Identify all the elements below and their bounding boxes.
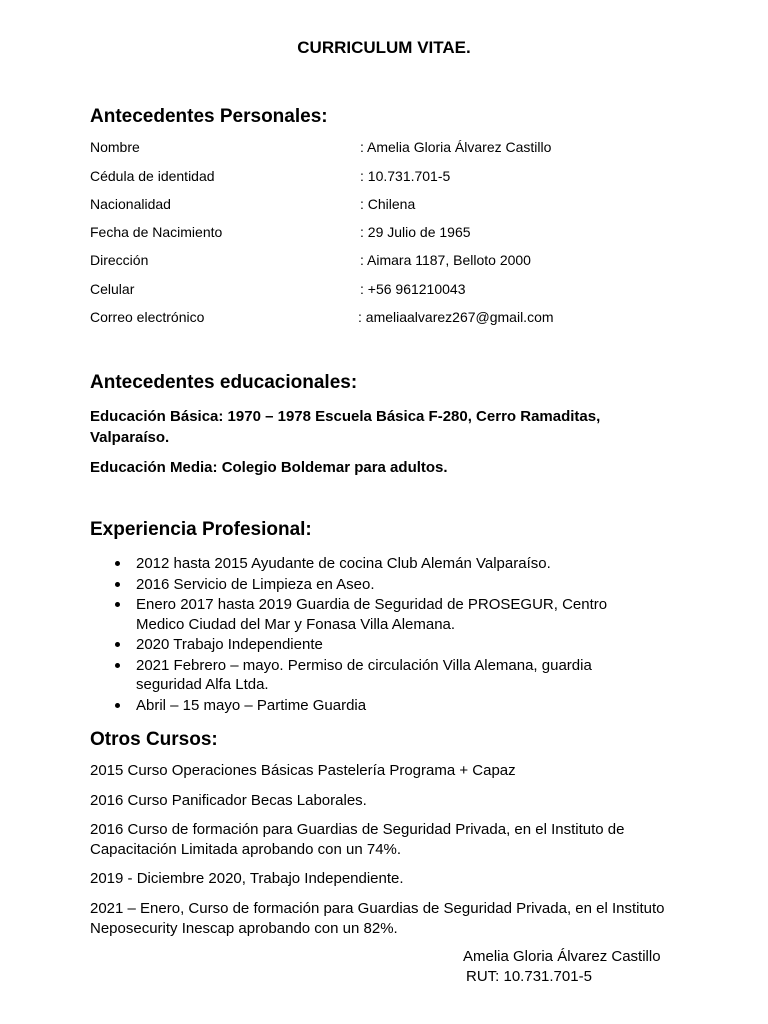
row-label: Cédula de identidad <box>90 168 215 184</box>
list-item: 2016 Servicio de Limpieza en Aseo. <box>90 575 650 595</box>
list-item: Enero 2017 hasta 2019 Guardia de Seguridad de PROSEGUR, Centro Medico Ciudad del Mar y Fonasa Villa Alemana. <box>90 595 650 634</box>
personal-row-birthdate <box>90 224 690 244</box>
personal-row-email <box>90 309 690 329</box>
personal-row-nationality <box>90 196 690 216</box>
education-basic: Educación Básica: 1970 – 1978 Escuela Básica F-280, Cerro Ramaditas, Valparaíso. <box>90 408 601 446</box>
row-value: : 10.731.701-5 <box>360 168 451 184</box>
courses-heading: Otros Cursos: <box>90 729 218 750</box>
personal-row-id <box>90 168 690 188</box>
row-label: Fecha de Nacimiento <box>90 224 223 240</box>
signature-rut: RUT: 10.731.701-5 <box>466 968 592 985</box>
row-value: : Chilena <box>360 196 416 212</box>
row-label: Nombre <box>90 139 140 155</box>
signature-name: Amelia Gloria Álvarez Castillo <box>463 948 661 965</box>
list-item: 2012 hasta 2015 Ayudante de cocina Club Alemán Valparaíso. <box>90 554 650 574</box>
row-value: : +56 961210043 <box>360 281 466 297</box>
document-title: CURRICULUM VITAE. <box>297 38 471 57</box>
personal-row-address <box>90 252 690 272</box>
experience-list <box>90 554 650 716</box>
experience-heading: Experiencia Profesional: <box>90 519 312 540</box>
personal-heading: Antecedentes Personales: <box>90 106 328 127</box>
course-item: 2016 Curso de formación para Guardias de Seguridad Privada, en el Instituto de Capacitación Limitada aprobando con un 74%. <box>90 821 625 858</box>
list-item: 2021 Febrero – mayo. Permiso de circulación Villa Alemana, guardia seguridad Alfa Ltda. <box>90 656 650 695</box>
row-value: : Aimara 1187, Belloto 2000 <box>360 252 531 268</box>
education-media: Educación Media: Colegio Boldemar para adultos. <box>90 459 448 476</box>
row-value: : ameliaalvarez267@gmail.com <box>358 309 554 325</box>
row-label: Dirección <box>90 252 149 268</box>
course-item: 2021 – Enero, Curso de formación para Guardias de Seguridad Privada, en el Instituto Neposecurity Inescap aprobando con un 82%. <box>90 900 665 937</box>
course-item: 2016 Curso Panificador Becas Laborales. <box>90 792 367 809</box>
personal-row-name <box>90 139 690 159</box>
row-label: Correo electrónico <box>90 309 205 325</box>
row-label: Nacionalidad <box>90 196 171 212</box>
row-value: : Amelia Gloria Álvarez Castillo <box>360 139 552 155</box>
list-item: Abril – 15 mayo – Partime Guardia <box>90 696 650 716</box>
course-item: 2015 Curso Operaciones Básicas Pastelería Programa + Capaz <box>90 762 516 779</box>
course-item: 2019 - Diciembre 2020, Trabajo Independiente. <box>90 870 404 887</box>
list-item: 2020 Trabajo Independiente <box>90 635 650 655</box>
row-value: : 29 Julio de 1965 <box>360 224 471 240</box>
personal-row-phone <box>90 281 690 301</box>
education-heading: Antecedentes educacionales: <box>90 372 358 393</box>
row-label: Celular <box>90 281 135 297</box>
